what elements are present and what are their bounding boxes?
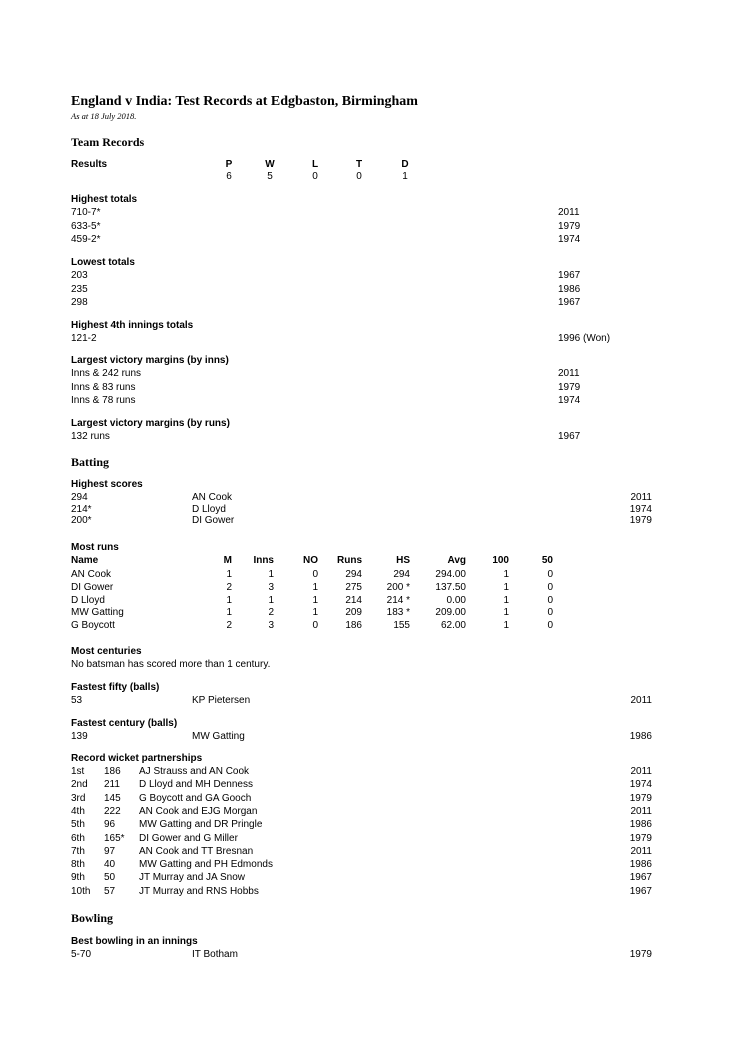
record-year: 1974 <box>629 503 652 515</box>
partnership-players: G Boycott and GA Gooch <box>139 792 252 804</box>
record-year: 1979 <box>558 220 581 232</box>
partnership-wicket: 9th <box>71 872 85 884</box>
record-score: 139 <box>71 731 88 742</box>
record-year: 1974 <box>558 234 581 245</box>
partnership-runs: 222 <box>104 805 121 817</box>
highest-totals-heading: Highest totals <box>71 194 138 205</box>
most-runs-cell: AN Cook <box>71 569 112 580</box>
record-score: 53 <box>71 695 83 706</box>
partnership-wicket: 1st <box>71 766 85 777</box>
results-value-cell: 0 <box>312 171 318 182</box>
page-subtitle: As at 18 July 2018. <box>71 111 137 121</box>
record-year: 1967 <box>558 297 581 308</box>
partnership-players: MW Gatting and PH Edmonds <box>139 859 273 871</box>
record-year: 2011 <box>630 492 652 503</box>
record-score: 459-2* <box>71 234 101 245</box>
most-runs-cell: 1 <box>226 569 232 580</box>
record-score: Inns & 242 runs <box>71 368 142 379</box>
most-runs-cell: 3 <box>268 581 274 593</box>
most-runs-cell: 294 <box>345 569 362 580</box>
most-runs-header-cell: Runs <box>337 555 362 566</box>
most-runs-cell: 1 <box>268 569 274 580</box>
most-runs-cell: 2 <box>226 581 232 593</box>
record-score: 294 <box>71 492 88 503</box>
highest-4th-innings-heading: Highest 4th innings totals <box>71 320 194 331</box>
most-runs-cell: 275 <box>345 581 362 593</box>
most-runs-cell: 209.00 <box>435 607 466 619</box>
record-year: 2011 <box>558 207 580 218</box>
partnership-wicket: 3rd <box>71 792 86 804</box>
record-player: IT Botham <box>192 949 238 960</box>
victory-by-inns-heading: Largest victory margins (by inns) <box>71 355 229 366</box>
partnership-wicket: 2nd <box>71 779 88 791</box>
most-runs-cell: 0 <box>312 569 318 580</box>
most-runs-cell: 137.50 <box>435 581 466 593</box>
record-year: 1967 <box>558 270 581 281</box>
record-year: 1979 <box>629 949 652 960</box>
partnership-year: 1979 <box>629 792 652 804</box>
partnership-players: D Lloyd and MH Denness <box>139 779 253 791</box>
most-runs-header-cell: 50 <box>541 555 553 566</box>
partnership-runs: 165* <box>104 832 125 844</box>
most-runs-cell: 0 <box>547 594 553 606</box>
highest-scores-heading: Highest scores <box>71 479 143 490</box>
partnership-wicket: 4th <box>71 805 85 817</box>
record-year: 1979 <box>558 381 581 393</box>
most-runs-cell: 62.00 <box>440 620 466 632</box>
results-label: Results <box>71 159 108 170</box>
most-runs-cell: 200 * <box>386 581 410 593</box>
most-runs-cell: 2 <box>268 607 274 619</box>
partnership-wicket: 6th <box>71 832 85 844</box>
most-runs-cell: 294 <box>393 569 410 580</box>
partnership-wicket: 8th <box>71 859 85 871</box>
partnership-year: 1979 <box>629 832 652 844</box>
most-runs-cell: 1 <box>312 581 318 593</box>
most-runs-cell: 1 <box>226 594 232 606</box>
most-runs-cell: MW Gatting <box>71 607 124 619</box>
record-year: 1974 <box>558 395 581 406</box>
most-runs-cell: 1 <box>503 620 509 632</box>
record-year: 1979 <box>629 515 652 526</box>
results-header-cell: W <box>265 159 275 170</box>
partnership-players: AN Cook and TT Bresnan <box>139 845 254 857</box>
partnership-year: 1967 <box>629 872 652 884</box>
page-title: England v India: Test Records at Edgbaston, Birmingham <box>71 94 418 109</box>
results-header-cell: P <box>225 159 233 170</box>
most-runs-cell: 214 <box>345 594 362 606</box>
partnership-runs: 145 <box>104 792 121 804</box>
results-value-cell: 6 <box>226 171 232 182</box>
results-value-cell: 0 <box>356 171 362 182</box>
partnership-players: JT Murray and JA Snow <box>139 872 245 884</box>
record-score: 132 runs <box>71 431 110 442</box>
results-header-cell: D <box>401 159 409 170</box>
results-value-cell: 1 <box>402 171 408 182</box>
most-runs-cell: 0.00 <box>446 594 466 606</box>
partnership-runs: 186 <box>104 766 121 777</box>
partnership-year: 1986 <box>629 859 652 871</box>
most-runs-cell: 0 <box>547 569 553 580</box>
most-runs-header-cell: M <box>223 555 232 566</box>
partnerships-heading: Record wicket partnerships <box>71 753 203 764</box>
partnership-players: JT Murray and RNS Hobbs <box>139 885 259 897</box>
record-score: 5-70 <box>71 949 92 960</box>
most-centuries-text: No batsman has scored more than 1 century. <box>71 659 271 670</box>
results-value-cell: 5 <box>267 171 273 182</box>
results-header-cell: L <box>311 159 319 170</box>
partnership-players: AJ Strauss and AN Cook <box>139 766 250 777</box>
most-runs-header-cell: Inns <box>253 555 274 566</box>
most-runs-cell: 1 <box>312 594 318 606</box>
record-score: Inns & 78 runs <box>71 395 136 406</box>
record-year: 2011 <box>558 368 580 379</box>
partnership-runs: 40 <box>104 859 116 871</box>
most-runs-cell: 1 <box>503 607 509 619</box>
record-score: 214* <box>71 503 92 515</box>
record-score: 121-2 <box>71 333 97 344</box>
most-runs-cell: 1 <box>268 594 274 606</box>
team-records-heading: Team Records <box>71 135 145 149</box>
record-score: 298 <box>71 297 88 308</box>
partnership-wicket: 10th <box>71 885 91 897</box>
most-runs-header-cell: NO <box>303 555 318 566</box>
record-player: AN Cook <box>192 492 233 503</box>
most-runs-cell: 214 * <box>386 594 410 606</box>
record-year: 1986 <box>558 283 581 295</box>
partnership-wicket: 5th <box>71 819 85 831</box>
most-runs-header-cell: Name <box>71 555 99 566</box>
record-year: 2011 <box>630 695 652 706</box>
partnership-players: AN Cook and EJG Morgan <box>139 805 258 817</box>
results-header-cell: T <box>355 159 363 170</box>
record-score: 203 <box>71 270 88 281</box>
most-runs-header-cell: 100 <box>492 555 509 566</box>
partnership-wicket: 7th <box>71 845 85 857</box>
partnership-year: 2011 <box>630 805 652 817</box>
most-runs-header-cell: HS <box>396 555 410 566</box>
most-runs-heading: Most runs <box>71 542 119 553</box>
most-runs-cell: 1 <box>503 569 509 580</box>
batting-heading: Batting <box>71 455 110 469</box>
partnership-year: 1967 <box>629 885 652 897</box>
most-runs-cell: DI Gower <box>71 581 114 593</box>
most-runs-cell: 183 * <box>386 607 410 619</box>
most-runs-cell: 1 <box>226 607 232 619</box>
partnership-players: MW Gatting and DR Pringle <box>139 819 263 831</box>
most-runs-cell: 294.00 <box>435 569 466 580</box>
most-runs-cell: 209 <box>345 607 362 619</box>
record-player: DI Gower <box>192 515 235 526</box>
partnership-runs: 211 <box>104 779 120 791</box>
most-runs-cell: D Lloyd <box>71 594 105 606</box>
record-player: KP Pietersen <box>192 695 251 706</box>
most-centuries-heading: Most centuries <box>71 646 142 657</box>
victory-by-runs-heading: Largest victory margins (by runs) <box>71 418 230 429</box>
most-runs-cell: 2 <box>226 620 232 632</box>
most-runs-cell: 155 <box>393 620 410 632</box>
partnership-runs: 50 <box>104 872 116 884</box>
most-runs-cell: 1 <box>503 594 509 606</box>
record-year: 1967 <box>558 431 581 442</box>
record-year: 1996 (Won) <box>558 333 611 344</box>
partnership-year: 1986 <box>629 819 652 831</box>
most-runs-cell: 0 <box>312 620 318 632</box>
record-score: 235 <box>71 283 88 295</box>
most-runs-cell: 0 <box>547 581 553 593</box>
partnership-runs: 97 <box>104 845 116 857</box>
record-score: 200* <box>71 515 92 526</box>
record-player: D Lloyd <box>192 503 226 515</box>
partnership-year: 2011 <box>630 845 652 857</box>
partnership-year: 2011 <box>630 766 652 777</box>
most-runs-cell: 1 <box>312 607 318 619</box>
fastest-fifty-heading: Fastest fifty (balls) <box>71 682 160 693</box>
lowest-totals-heading: Lowest totals <box>71 257 135 268</box>
record-year: 1986 <box>629 731 652 742</box>
record-score: 633-5* <box>71 220 101 232</box>
most-runs-cell: 0 <box>547 620 553 632</box>
record-player: MW Gatting <box>192 731 245 742</box>
most-runs-cell: 0 <box>547 607 553 619</box>
most-runs-cell: G Boycott <box>71 620 115 632</box>
partnership-runs: 96 <box>104 819 116 831</box>
best-bowling-heading: Best bowling in an innings <box>71 936 198 947</box>
record-score: 710-7* <box>71 207 101 218</box>
most-runs-header-cell: Avg <box>447 555 466 566</box>
fastest-century-heading: Fastest century (balls) <box>71 718 178 729</box>
most-runs-cell: 3 <box>268 620 274 632</box>
record-score: Inns & 83 runs <box>71 381 136 393</box>
partnership-runs: 57 <box>104 885 116 897</box>
partnership-year: 1974 <box>629 779 652 791</box>
partnership-players: DI Gower and G Miller <box>139 832 238 844</box>
bowling-heading: Bowling <box>71 911 114 925</box>
most-runs-cell: 186 <box>345 620 362 632</box>
most-runs-cell: 1 <box>503 581 509 593</box>
